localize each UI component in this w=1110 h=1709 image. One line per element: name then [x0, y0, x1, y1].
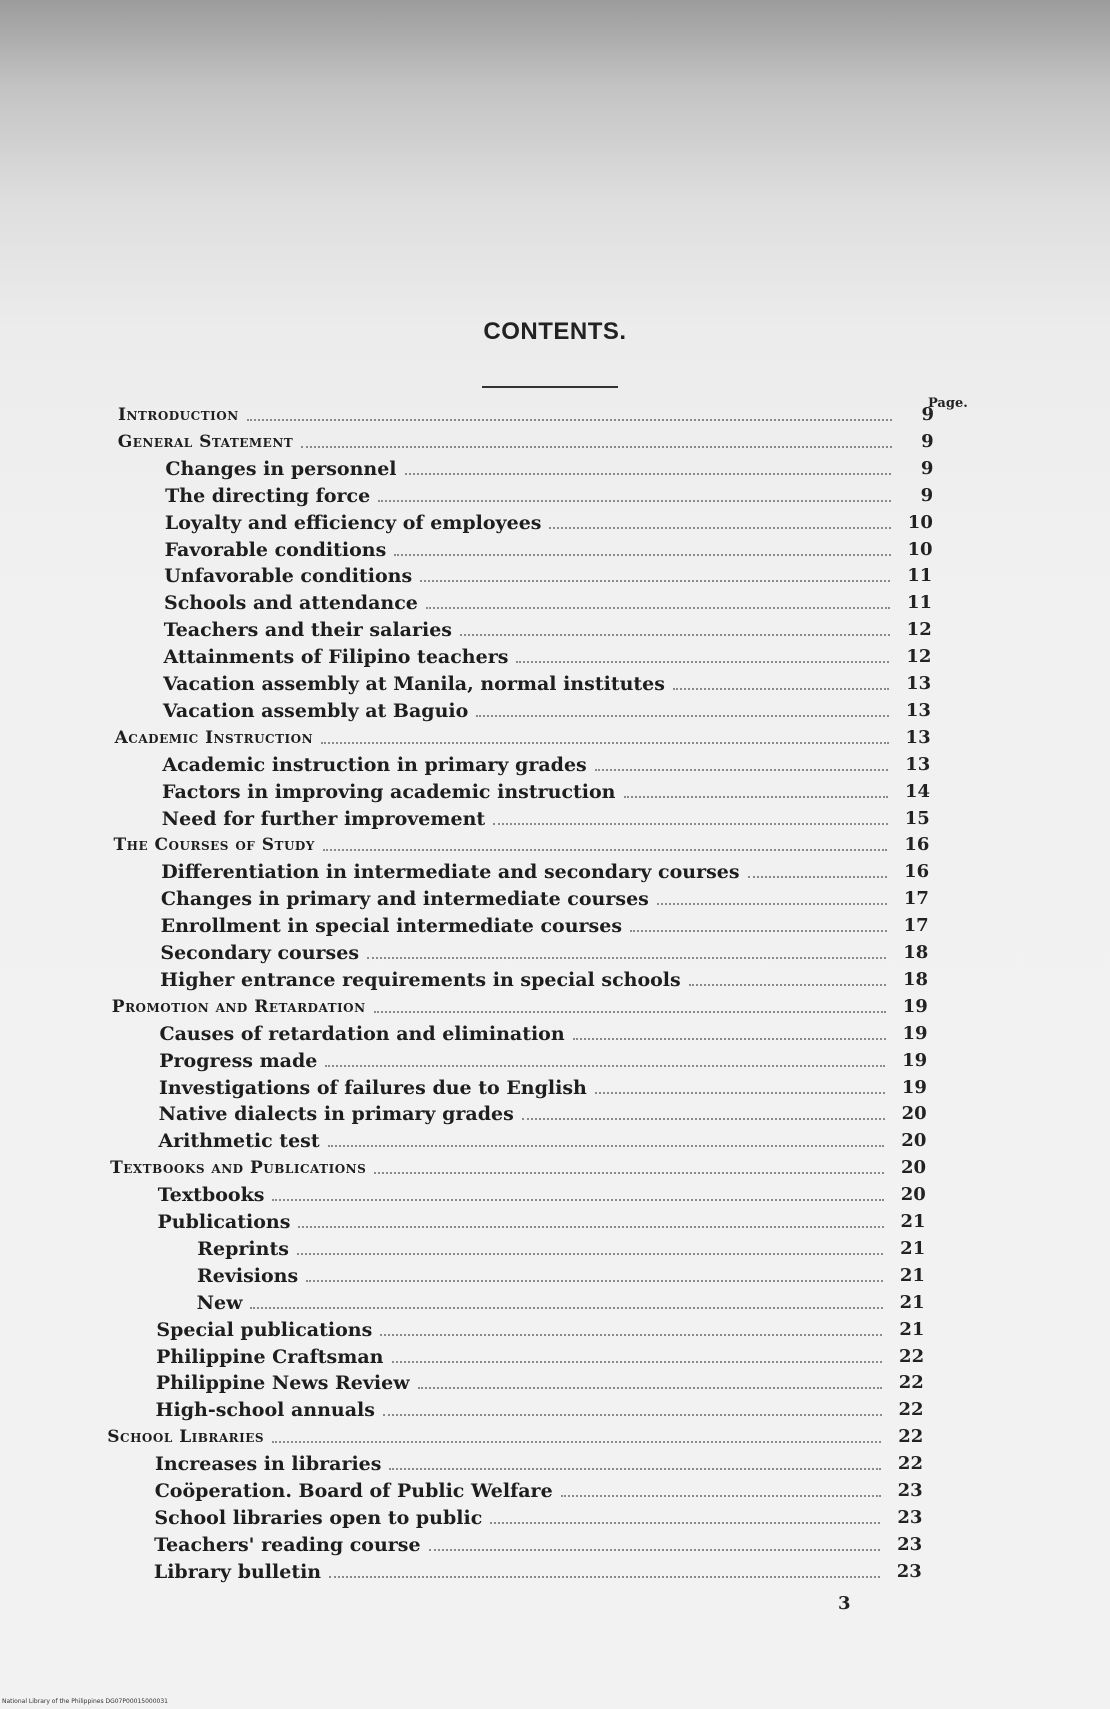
toc-entry-page: 13: [906, 673, 932, 694]
toc-entry-page: 18: [903, 942, 929, 963]
toc-section: [113, 830, 929, 856]
toc-entry-label: Loyalty and efficiency of employees: [164, 511, 542, 534]
toc-entry: [159, 1046, 927, 1072]
toc-entry-label: Higher entrance requirements in special schools: [160, 968, 681, 991]
toc-entry-page: 16: [904, 834, 930, 856]
dot-leader: [380, 1333, 882, 1336]
toc-entry-page: 13: [905, 699, 931, 721]
toc-entry-page: 21: [899, 1318, 925, 1340]
toc-entry-page: 10: [907, 511, 933, 533]
toc-entry-label: Academic instruction in primary grades: [162, 753, 587, 776]
toc-entry-label: Teachers' reading course: [154, 1533, 421, 1556]
toc-entry: [155, 1476, 923, 1502]
toc-entry-label: Attainments of Filipino teachers: [163, 646, 509, 669]
toc-entry: [163, 669, 931, 695]
dot-leader: [429, 1548, 881, 1551]
toc-entry-label: High-school annuals: [155, 1399, 375, 1422]
toc-entry-label: Vacation assembly at Manila, normal institutes: [163, 673, 665, 695]
dot-leader: [378, 499, 891, 502]
dot-leader: [301, 445, 891, 448]
toc-entry: [158, 1207, 926, 1233]
toc-entry: [158, 1126, 926, 1152]
toc-entry-label: General Statement: [117, 431, 294, 452]
toc-entry-label: Academic Instruction: [114, 727, 314, 748]
dot-leader: [394, 553, 890, 556]
dot-leader: [493, 822, 888, 825]
toc-entry: [165, 508, 933, 534]
toc-entry-label: Investigations of failures due to English: [158, 1076, 587, 1099]
toc-entry: [156, 1342, 924, 1368]
toc-entry-page: 23: [897, 1533, 923, 1555]
toc-entry-page: 20: [901, 1157, 927, 1179]
toc-entry: [164, 615, 932, 641]
toc-entry-label: Textbooks and Publications: [110, 1158, 367, 1179]
toc-entry: [159, 1073, 927, 1099]
page-number: 3: [838, 1593, 851, 1614]
title-divider: [482, 386, 618, 388]
toc-entry: [163, 642, 931, 668]
dot-leader: [297, 1252, 883, 1255]
toc-entry-page: 21: [899, 1291, 925, 1313]
toc-entry-label: Favorable conditions: [164, 538, 387, 561]
toc-entry: [197, 1288, 925, 1314]
toc-entry-page: 21: [900, 1211, 926, 1232]
dot-leader: [250, 1306, 882, 1309]
dot-leader: [516, 660, 889, 663]
dot-leader: [418, 1386, 882, 1389]
toc-entry-label: Progress made: [159, 1049, 318, 1072]
table-of-contents: [0, 400, 1110, 1590]
dot-leader: [328, 1144, 885, 1147]
dot-leader: [490, 1521, 880, 1524]
toc-entry: [156, 1368, 924, 1394]
dot-leader: [630, 929, 887, 932]
toc-entry-label: The directing force: [165, 484, 371, 507]
toc-entry: [164, 561, 932, 587]
toc-entry: [154, 1557, 922, 1583]
footer-credit: National Library of the Philippines DG07P00015000031: [2, 1698, 168, 1705]
toc-entry: [161, 911, 929, 937]
toc-entry-label: Causes of retardation and elimination: [159, 1022, 565, 1045]
dot-leader: [522, 1117, 885, 1120]
toc-entry-page: 19: [901, 1076, 927, 1098]
toc-section: [115, 723, 931, 749]
toc-entry-page: 21: [900, 1237, 926, 1259]
toc-entry-page: 18: [903, 968, 929, 990]
toc-entry-label: Changes in primary and intermediate courses: [160, 888, 649, 911]
toc-entry-page: 21: [899, 1264, 925, 1286]
page-column-label: Page.: [928, 396, 968, 411]
dot-leader: [595, 768, 889, 771]
dot-leader: [573, 1037, 886, 1040]
toc-entry: [158, 1180, 926, 1206]
toc-entry-page: 20: [900, 1184, 926, 1206]
toc-entry-page: 19: [902, 995, 928, 1017]
toc-entry-page: 11: [906, 592, 933, 614]
toc-entry: [161, 857, 929, 883]
dot-leader: [392, 1360, 883, 1363]
toc-entry-label: Secondary courses: [160, 942, 360, 964]
toc-entry-label: Schools and attendance: [164, 592, 418, 615]
toc-entry: [160, 965, 928, 991]
toc-entry-page: 13: [905, 753, 931, 775]
toc-entry-page: 9: [920, 457, 934, 479]
toc-entry-page: 23: [897, 1480, 923, 1501]
toc-entry-label: Philippine Craftsman: [156, 1345, 384, 1368]
toc-entry-label: The Courses of Study: [113, 835, 315, 856]
toc-entry-page: 15: [904, 807, 930, 829]
dot-leader: [426, 606, 890, 609]
dot-leader: [325, 1064, 885, 1067]
dot-leader: [374, 1010, 886, 1013]
toc-entry-label: Promotion and Retardation: [111, 996, 366, 1017]
toc-entry-label: School Libraries: [107, 1427, 265, 1448]
toc-entry-label: Factors in improving academic instruction: [162, 780, 616, 803]
toc-entry-page: 12: [906, 619, 932, 641]
toc-entry-label: Teachers and their salaries: [163, 619, 452, 642]
dot-leader: [298, 1225, 883, 1228]
dot-leader: [657, 902, 887, 905]
dot-leader: [420, 579, 890, 582]
toc-entry-page: 19: [902, 1022, 928, 1044]
toc-section: [107, 1422, 923, 1448]
toc-entry-page: 19: [902, 1049, 928, 1071]
dot-leader: [367, 956, 886, 959]
toc-entry-page: 9: [920, 484, 934, 506]
toc-entry: [165, 481, 933, 507]
toc-entry-page: 22: [898, 1372, 924, 1394]
toc-entry-label: Publications: [157, 1211, 291, 1233]
toc-entry-page: 11: [907, 565, 933, 587]
toc-entry-label: Unfavorable conditions: [164, 565, 413, 588]
dot-leader: [561, 1494, 881, 1497]
toc-entry: [162, 777, 930, 803]
dot-leader: [460, 633, 890, 636]
toc-entry-label: Introduction: [118, 405, 239, 425]
toc-entry: [160, 1019, 928, 1045]
toc-entry: [164, 588, 932, 614]
dot-leader: [673, 687, 889, 690]
toc-entry-label: Changes in personnel: [165, 457, 397, 480]
toc-entry-label: Native dialects in primary grades: [158, 1103, 514, 1126]
dot-leader: [595, 1091, 885, 1094]
toc-entry-page: 9: [921, 404, 934, 425]
toc-entry: [162, 750, 930, 776]
dot-leader: [383, 1413, 882, 1416]
dot-leader: [374, 1171, 884, 1174]
toc-section: [112, 992, 928, 1018]
toc-entry-page: 23: [896, 1560, 922, 1582]
toc-entry-page: 14: [904, 780, 931, 802]
toc-entry: [197, 1261, 925, 1287]
dot-leader: [689, 983, 886, 986]
toc-entry-label: Library bulletin: [153, 1560, 322, 1583]
toc-entry-label: Need for further improvement: [161, 807, 486, 830]
dot-leader: [321, 741, 889, 744]
toc-entry-page: 9: [921, 430, 934, 452]
toc-entry-label: Increases in libraries: [154, 1453, 382, 1476]
dot-leader: [247, 418, 892, 421]
toc-entry-label: School libraries open to public: [154, 1506, 483, 1529]
toc-entry-label: Vacation assembly at Baguio: [162, 699, 469, 722]
toc-section: [118, 427, 934, 453]
toc-entry-page: 22: [899, 1345, 925, 1367]
toc-entry: [155, 1449, 923, 1475]
dot-leader: [549, 526, 890, 529]
toc-entry-label: Special publications: [156, 1318, 373, 1341]
toc-entry-label: Enrollment in special intermediate courses: [160, 915, 623, 938]
toc-entry-page: 22: [898, 1426, 924, 1448]
dot-leader: [329, 1575, 880, 1578]
toc-entry: [156, 1395, 924, 1421]
toc-entry: [197, 1234, 925, 1260]
toc-entry-page: 16: [904, 861, 930, 883]
toc-entry-page: 20: [901, 1130, 927, 1152]
toc-entry: [163, 696, 931, 722]
toc-entry-page: 23: [897, 1506, 923, 1528]
toc-entry: [154, 1530, 922, 1556]
toc-section: [110, 1153, 926, 1179]
toc-entry: [165, 535, 933, 561]
dot-leader: [624, 795, 889, 798]
page-title: CONTENTS.: [483, 318, 627, 345]
dot-leader: [272, 1198, 883, 1201]
toc-entry-label: Differentiation in intermediate and secondary courses: [161, 861, 740, 884]
toc-section: [118, 400, 934, 426]
dot-leader: [476, 714, 889, 717]
toc-entry: [156, 1315, 924, 1341]
toc-entry-page: 17: [903, 888, 929, 910]
toc-entry-label: Textbooks: [157, 1184, 265, 1207]
dot-leader: [405, 472, 892, 475]
toc-entry-page: 12: [906, 646, 932, 668]
dot-leader: [323, 848, 888, 851]
toc-entry-label: Coöperation. Board of Public Welfare: [154, 1480, 553, 1502]
toc-entry-page: 17: [903, 915, 929, 937]
dot-leader: [748, 875, 888, 878]
toc-entry: [154, 1503, 922, 1529]
toc-entry-label: Philippine News Review: [155, 1372, 410, 1395]
toc-entry: [160, 938, 928, 964]
toc-entry-label: Revisions: [196, 1264, 299, 1287]
toc-entry-label: New: [196, 1291, 243, 1314]
toc-entry-page: 22: [897, 1453, 923, 1475]
toc-entry-page: 10: [907, 538, 933, 560]
toc-entry-page: 22: [898, 1399, 924, 1421]
dot-leader: [389, 1467, 881, 1470]
toc-entry-label: Reprints: [197, 1237, 289, 1260]
toc-entry-page: 20: [901, 1103, 927, 1125]
dot-leader: [306, 1279, 883, 1282]
toc-entry-label: Arithmetic test: [158, 1130, 320, 1153]
toc-entry-page: 13: [905, 726, 931, 748]
toc-entry: [159, 1099, 927, 1125]
dot-leader: [272, 1440, 881, 1443]
toc-entry: [165, 454, 933, 480]
toc-entry: [162, 804, 930, 830]
toc-entry: [161, 884, 929, 910]
